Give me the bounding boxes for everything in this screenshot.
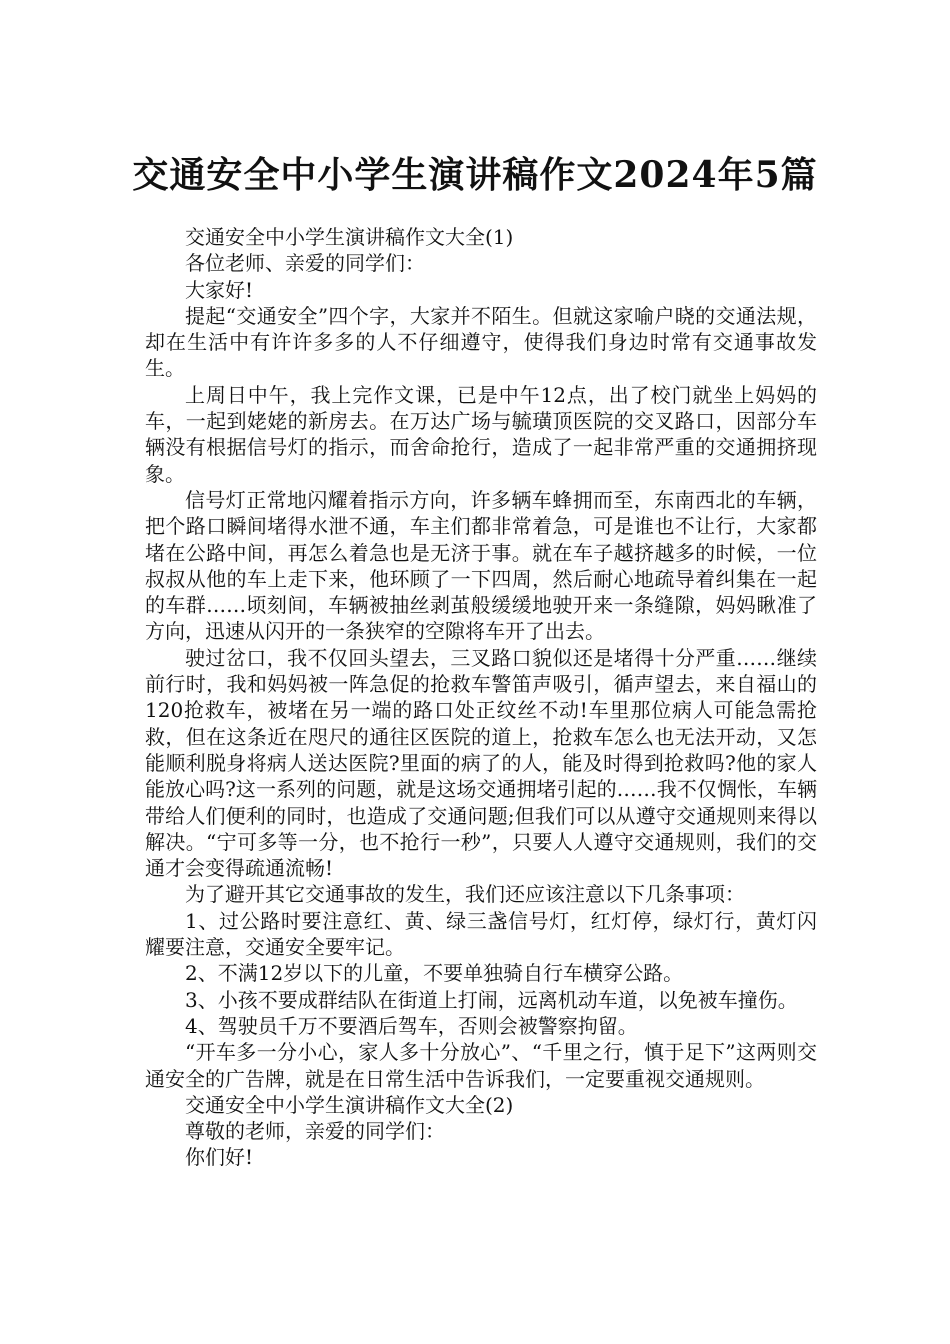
body-paragraph: 提起“交通安全”四个字，大家并不陌生。但就这家喻户晓的交通法规，却在生活中有许许多多的人不仔细遵守，使得我们身边时常有交通事故发生。: [145, 303, 817, 381]
salutation: 尊敬的老师，亲爱的同学们：: [185, 1119, 445, 1144]
list-item: 3、小孩不要成群结队在街道上打闹，远离机动车道，以免被车撞伤。: [185, 987, 798, 1012]
greeting: 你们好!: [185, 1145, 254, 1170]
list-item: 2、不满12岁以下的儿童，不要单独骑自行车横穿公路。: [185, 961, 684, 986]
body-paragraph: “开车多一分小心，家人多十分放心”、“千里之行，慎于足下”这两则交通安全的广告牌，就是在日常生活中告诉我们，一定要重视交通规则。: [145, 1040, 817, 1091]
list-item: 4、驾驶员千万不要酒后驾车，否则会被警察拘留。: [185, 1013, 638, 1038]
body-paragraph: 上周日中午，我上完作文课，已是中午12点，出了校门就坐上妈妈的车，一起到姥姥的新房去。在万达广场与毓璜顶医院的交叉路口，因部分车辆没有根据信号灯的指示，而舍命抢行，造成了一起非常严重的交通拥挤现象。: [145, 382, 817, 486]
list-item: 1、过公路时要注意红、黄、绿三盏信号灯，红灯停，绿灯行，黄灯闪耀要注意，交通安全要牢记。: [145, 908, 817, 960]
section-heading-1: 交通安全中小学生演讲稿作文大全(1): [185, 225, 514, 249]
body-paragraph: 为了避开其它交通事故的发生，我们还应该注意以下几条事项：: [185, 882, 745, 907]
document-title: 交通安全中小学生演讲稿作文2024年5篇: [132, 154, 818, 197]
salutation: 各位老师、亲爱的同学们：: [185, 251, 425, 276]
section-heading-2: 交通安全中小学生演讲稿作文大全(2): [185, 1092, 514, 1117]
greeting: 大家好!: [185, 277, 254, 302]
body-paragraph: 驶过岔口，我不仅回头望去，三叉路口貌似还是堵得十分严重……继续前行时，我和妈妈被一阵急促的抢救车警笛声吸引，循声望去，来自福山的120抢救车，被堵在另一端的路口处正纹丝不动!车里那位病人可能急需抢救，但在这条近在咫尺的通往区医院的道上，抢救车怎么也无法开动，又怎能顺利脱身将病人送达医院?里面的病了的人，能及时得到抢救吗?他的家人能放心吗?这一系列的问题，就是这场交通拥堵引起的……我不仅惆怅，车辆带给人们便利的同时，也造成了交通问题;但我们可以从遵守交通规则来得以解决。“宁可多等一分，也不抢行一秒”，只要人人遵守交通规则，我们的交通才会变得疏通流畅!: [145, 645, 817, 881]
body-paragraph: 信号灯正常地闪耀着指示方向，许多辆车蜂拥而至，东南西北的车辆，把个路口瞬间堵得水泄不通，车主们都非常着急，可是谁也不让行，大家都堵在公路中间，再怎么着急也是无济于事。就在车子越挤越多的时候，一位叔叔从他的车上走下来，他环顾了一下四周，然后耐心地疏导着纠集在一起的车群……顷刻间，车辆被抽丝剥茧般缓缓地驶开来一条缝隙，妈妈瞅准了方向，迅速从闪开的一条狭窄的空隙将车开了出去。: [145, 487, 817, 644]
document-body: [145, 224, 817, 1171]
